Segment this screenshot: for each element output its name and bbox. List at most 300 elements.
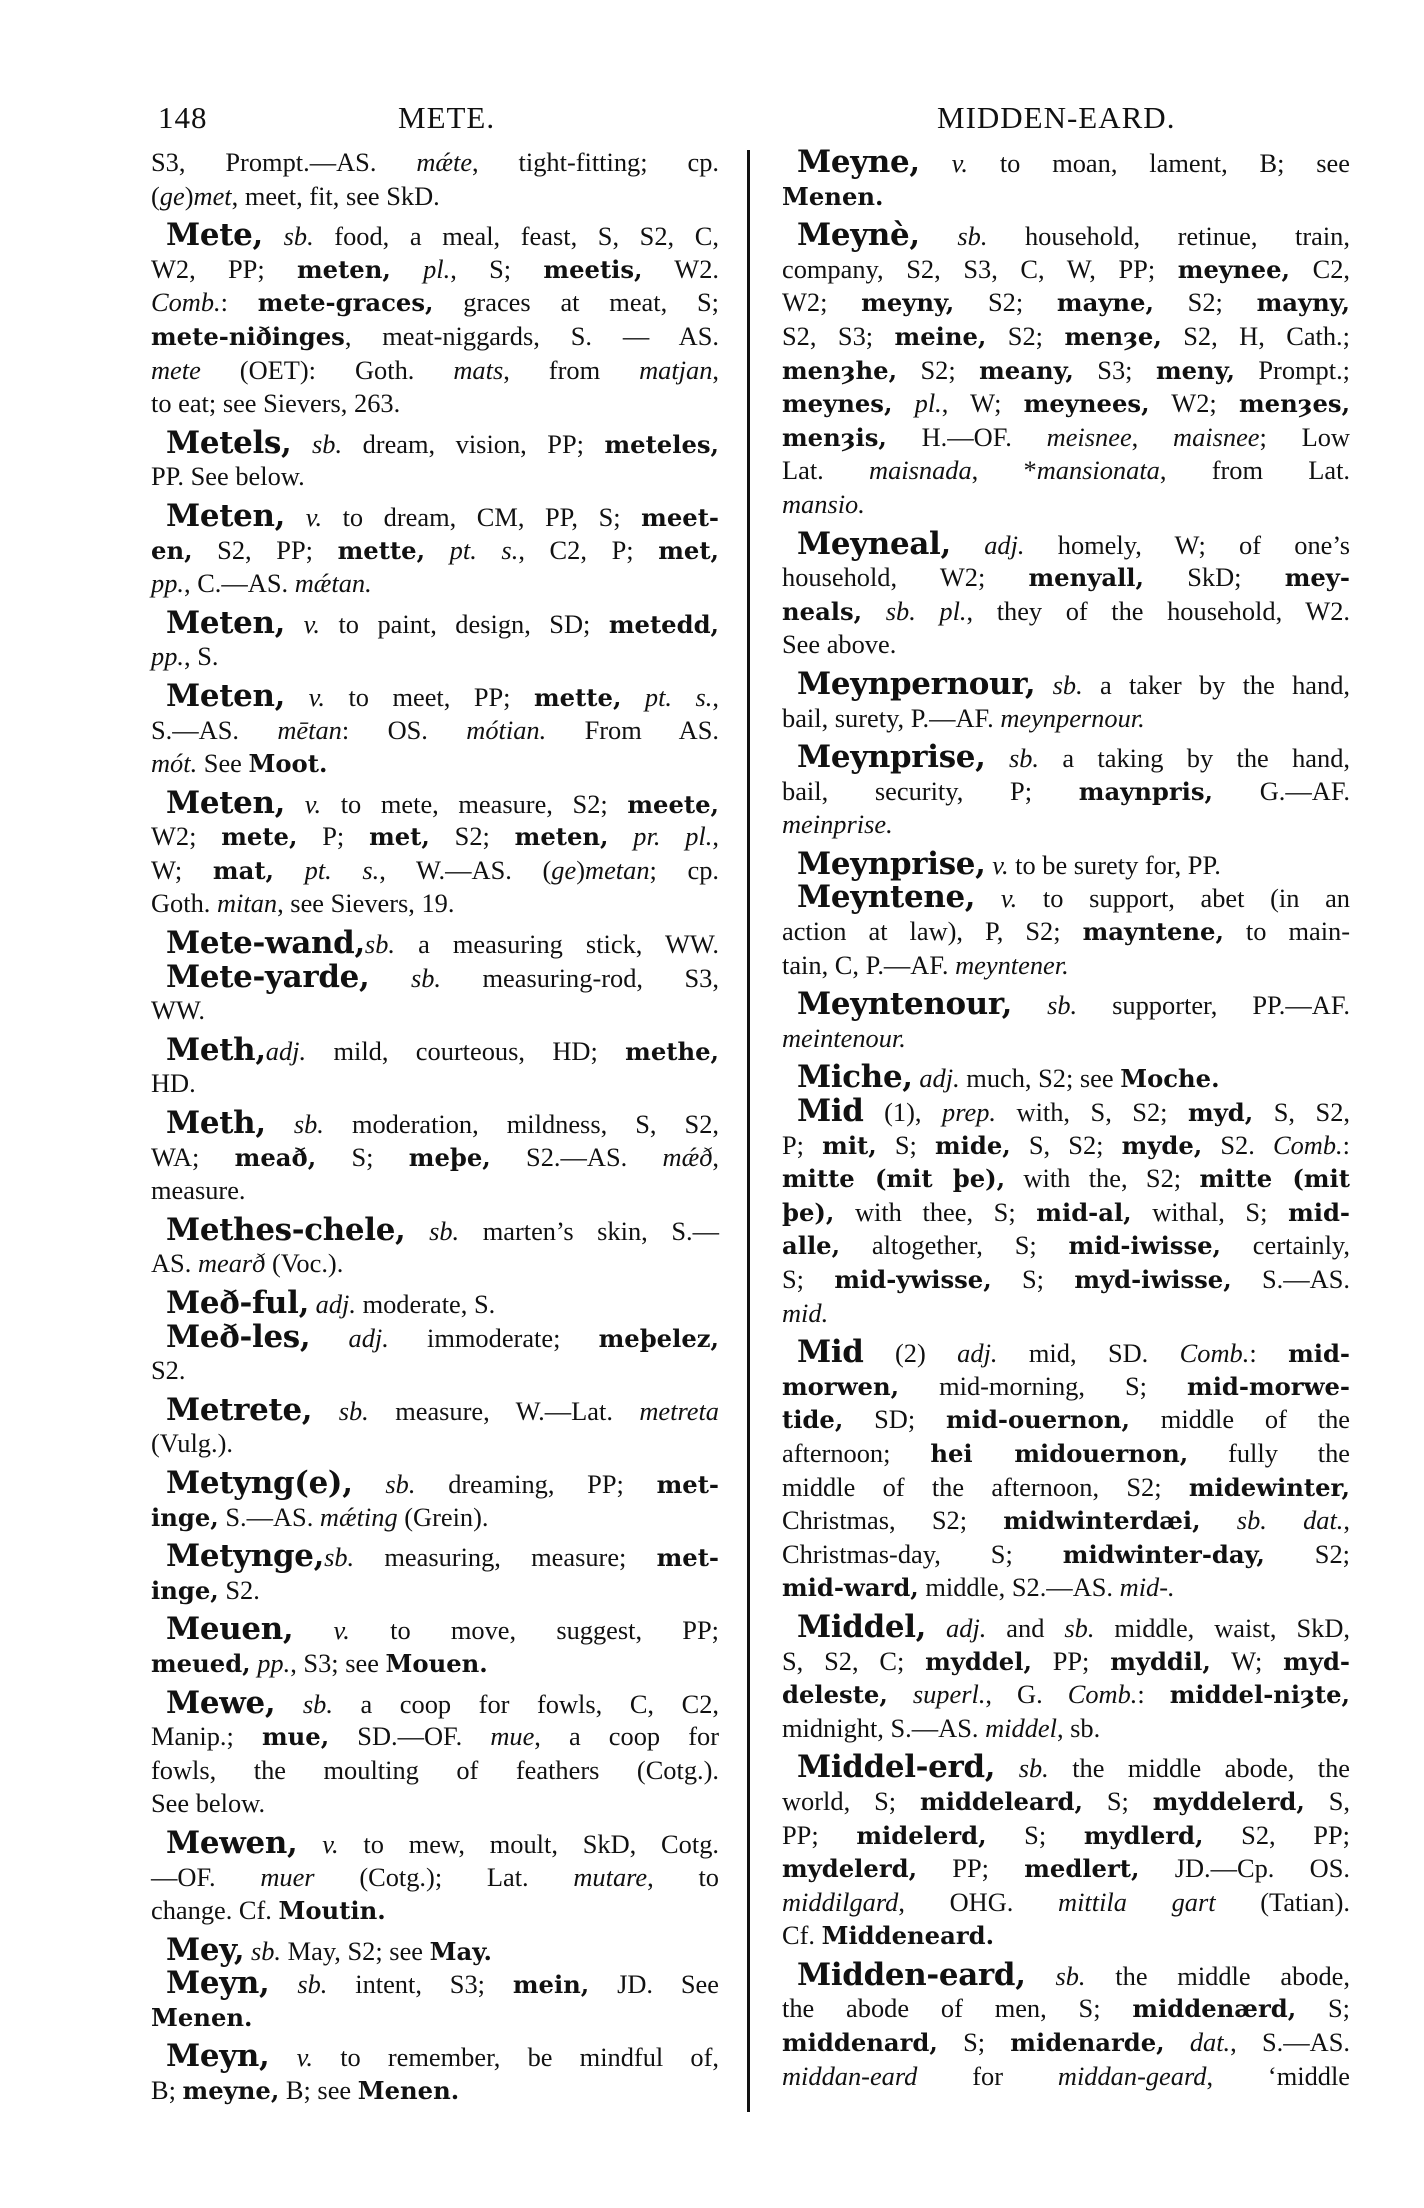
entry-line xyxy=(782,665,1350,702)
italic-run: sb. xyxy=(1055,1960,1086,1991)
entry-line xyxy=(782,949,1350,983)
italic-run: muer xyxy=(260,1861,315,1892)
entry-line xyxy=(782,1061,1350,1095)
bold-form: mitte (mit xyxy=(1199,1164,1350,1194)
entry-line xyxy=(151,424,719,461)
text-run: , see Sievers, 19. xyxy=(277,888,455,919)
italic-run: mittila gart xyxy=(1058,1886,1216,1917)
bold-form: neals, xyxy=(782,596,863,626)
bold-form: mydlerd, xyxy=(1083,1820,1204,1850)
bold-form: meetis, xyxy=(543,254,643,284)
entry-line xyxy=(782,1297,1350,1331)
headword: Midden-eard, xyxy=(797,1956,1026,1993)
bold-form: Menen. xyxy=(151,2002,253,2032)
italic-run: sb. xyxy=(957,221,988,252)
text-run: S, S2, C; xyxy=(782,1645,926,1676)
italic-run: mitan xyxy=(216,888,278,919)
left-column xyxy=(151,146,719,2108)
bold-form: met, xyxy=(658,535,720,565)
text-run: S; xyxy=(1082,1785,1153,1816)
bold-form: meynees, xyxy=(1023,389,1150,419)
italic-run: sb. xyxy=(429,1215,460,1246)
text-run: S2; xyxy=(1153,287,1257,318)
text-run: , W; xyxy=(941,388,1024,419)
text-run xyxy=(285,789,305,819)
entry-line xyxy=(782,881,1350,915)
text-run xyxy=(926,1613,946,1643)
text-run xyxy=(353,1469,386,1499)
entry-line xyxy=(782,488,1350,522)
text-run xyxy=(609,821,634,851)
entry-line xyxy=(151,1754,719,1788)
text-run: , xyxy=(712,821,719,852)
entry-line xyxy=(782,1712,1350,1746)
entry-line xyxy=(151,887,719,921)
text-run: to main- xyxy=(1223,916,1351,947)
entry-line xyxy=(151,253,719,287)
text-run: a taker by the hand, xyxy=(1082,669,1350,700)
text-run: S.—AS. xyxy=(218,1501,320,1532)
bold-form: mid- xyxy=(1288,1197,1350,1227)
bold-form: mein, xyxy=(512,1970,590,2000)
text-run: , meet, fit, see SkD. xyxy=(231,180,440,211)
bold-form: maynpris, xyxy=(1078,776,1213,806)
text-run: a coop for fowls, C, C2, xyxy=(332,1688,719,1719)
bold-form: meþelez, xyxy=(598,1323,719,1353)
entry-line xyxy=(782,320,1350,354)
entry-line xyxy=(151,677,719,714)
bold-form: hei midouernon, xyxy=(930,1438,1189,1468)
entry-line xyxy=(782,741,1350,775)
italic-run: v. xyxy=(333,1615,350,1646)
italic-run: mǽð xyxy=(662,1141,713,1172)
italic-run: pr. pl. xyxy=(633,821,713,852)
text-run: afternoon; xyxy=(782,1437,931,1468)
text-run: , xyxy=(712,1141,719,1172)
italic-run: middan-eard xyxy=(782,2060,918,2091)
text-run xyxy=(266,1109,294,1139)
text-run: mild, courteous, HD; xyxy=(306,1035,626,1066)
text-run: C2, xyxy=(1289,253,1351,284)
bold-form: metedd, xyxy=(608,609,719,639)
entry-line xyxy=(151,219,719,253)
bold-form: middenærd, xyxy=(1132,1994,1297,2024)
bold-form: mette, xyxy=(533,682,622,712)
text-run: bail, surety, P.—AF. xyxy=(782,702,1001,733)
bold-form: meete, xyxy=(627,789,719,819)
text-run: PP; xyxy=(917,1853,1025,1884)
text-run: to mew, moult, SkD, Cotg. xyxy=(338,1828,719,1859)
bold-form: mid-ywisse, xyxy=(834,1265,992,1294)
text-run: tain, C, P.—AF. xyxy=(782,949,956,980)
bold-form: meynes, xyxy=(782,389,893,419)
bold-form: May. xyxy=(429,1936,492,1966)
entry-line xyxy=(151,1354,719,1388)
italic-run: Comb. xyxy=(151,287,221,318)
text-run xyxy=(995,1753,1018,1783)
italic-run: v. xyxy=(1000,883,1018,914)
text-run: to remember, be mindful of, xyxy=(313,2042,719,2073)
bold-form: Moche. xyxy=(1120,1064,1220,1094)
italic-run: sb. xyxy=(297,1969,328,2000)
headword: Mewen, xyxy=(166,1824,298,1861)
headword: Meyntenour, xyxy=(797,986,1013,1023)
headword: Meyn, xyxy=(166,2038,270,2075)
text-run: ; cp. xyxy=(649,854,720,885)
text-run: , W.—AS. ( xyxy=(379,854,552,885)
entry-line xyxy=(782,454,1350,488)
headword: Meten, xyxy=(166,784,286,821)
text-run: (1), xyxy=(863,1097,942,1128)
bold-form: midenarde, xyxy=(1010,2028,1165,2058)
entry-line xyxy=(151,1647,719,1681)
text-run: (2) xyxy=(863,1338,958,1369)
bold-form: myddil, xyxy=(1110,1646,1211,1676)
entry-line xyxy=(151,714,719,748)
entry-line xyxy=(151,1174,719,1208)
text-run: See below. xyxy=(151,1788,266,1819)
text-run: , from xyxy=(503,354,640,385)
entry-line xyxy=(151,180,719,214)
entry-line xyxy=(151,1427,719,1461)
text-run: W2. xyxy=(642,253,719,284)
text-run: PP; xyxy=(782,1819,857,1850)
text-run: mid-morning, S; xyxy=(899,1370,1188,1401)
headword: Meyneal, xyxy=(797,525,951,562)
italic-run: sb. xyxy=(312,428,343,459)
italic-run: meinprise. xyxy=(782,809,893,840)
headword: Methes-chele, xyxy=(166,1211,406,1248)
bold-form: mue, xyxy=(261,1722,330,1752)
text-run: : OS. xyxy=(341,714,467,745)
text-run: withal, S; xyxy=(1131,1196,1289,1227)
italic-run: mansio. xyxy=(782,488,865,519)
text-run xyxy=(1165,2027,1190,2057)
bold-form: Menen. xyxy=(357,2076,460,2106)
text-run: (Cotg.); Lat. xyxy=(314,1861,574,1892)
bold-form: myddel, xyxy=(925,1646,1032,1676)
italic-run: pp. xyxy=(151,641,184,672)
text-run: S3, Prompt.—AS. xyxy=(151,147,417,177)
bold-form: meyne, xyxy=(182,2076,280,2106)
text-run: , xyxy=(1343,1505,1350,1536)
text-run: , S; xyxy=(450,253,544,284)
bold-form: mide, xyxy=(934,1130,1011,1160)
text-run: S, S2; xyxy=(1010,1129,1122,1160)
text-run: graces at meat, S; xyxy=(433,287,719,318)
text-run: See xyxy=(197,748,249,779)
text-run: company, S2, S3, C, W, PP; xyxy=(782,253,1178,284)
text-run: moderate, S. xyxy=(355,1289,496,1319)
text-run: to eat; see Sievers, 263. xyxy=(151,388,401,419)
text-run: S2, PP; xyxy=(192,534,338,565)
text-run xyxy=(425,535,450,565)
text-run: the middle abode, the xyxy=(1048,1753,1350,1784)
entry-line xyxy=(782,1751,1350,1785)
text-run: middle of the afternoon, S2; xyxy=(782,1471,1189,1502)
italic-run: matjan xyxy=(639,354,713,385)
italic-run: adj. xyxy=(957,1338,998,1369)
entry-line xyxy=(782,1504,1350,1538)
entry-line xyxy=(782,1571,1350,1605)
italic-run: Comb. xyxy=(1067,1679,1138,1710)
italic-run: meynpernour. xyxy=(1000,702,1145,733)
text-run: W; xyxy=(1210,1645,1284,1676)
text-run: for xyxy=(917,2060,1058,2091)
text-run: with, S, S2; xyxy=(996,1097,1189,1128)
text-run: W2; xyxy=(151,821,222,852)
italic-run: pp. xyxy=(257,1647,291,1678)
bold-form: midwinterdæi, xyxy=(1003,1506,1201,1536)
italic-run: pt. s. xyxy=(644,681,713,712)
text-run: P; xyxy=(297,821,370,852)
entry-line xyxy=(782,628,1350,662)
text-run: the middle abode, xyxy=(1085,1960,1350,1991)
headword: Meynpernour, xyxy=(797,665,1036,702)
text-run: (Grein). xyxy=(397,1501,489,1532)
bold-form: menȝhe, xyxy=(782,355,898,385)
text-run: Christmas-day, S; xyxy=(782,1538,1063,1569)
text-run: S; xyxy=(316,1141,409,1172)
text-run: to moan, lament, B; see xyxy=(968,148,1350,178)
text-run: , OHG. xyxy=(898,1886,1059,1917)
text-run: fowls, the moulting of feathers (Cotg.). xyxy=(151,1754,719,1785)
italic-run: sb. xyxy=(1064,1612,1095,1643)
text-run: S2, S3; xyxy=(782,320,895,351)
bold-form: mid-ward, xyxy=(782,1573,919,1603)
text-run: homely, W; of one’s xyxy=(1024,529,1350,560)
text-run: dreaming, PP; xyxy=(415,1468,657,1499)
italic-run: sb. xyxy=(1008,743,1040,774)
bold-form: met- xyxy=(656,1469,719,1499)
text-run: , a coop for xyxy=(534,1721,719,1752)
entry-line xyxy=(151,387,719,421)
headword: Mete-wand, xyxy=(166,925,365,962)
headword: Metyng(e), xyxy=(166,1464,353,1501)
bold-form: menȝes, xyxy=(1238,389,1351,419)
bold-form: Menen. xyxy=(782,181,884,211)
italic-run: sb. xyxy=(385,1468,416,1499)
text-run: (Voc.). xyxy=(265,1248,344,1279)
text-run: marten’s skin, S.— xyxy=(459,1215,719,1246)
entry-line xyxy=(782,808,1350,842)
text-run: , xyxy=(1131,421,1174,452)
text-run: Goth. xyxy=(151,888,217,919)
text-run: certainly, xyxy=(1221,1230,1351,1261)
italic-run: ge xyxy=(159,180,185,211)
headword: Meynprise, xyxy=(797,845,986,882)
text-run: , C.—AS. xyxy=(184,568,295,599)
text-run: immoderate; xyxy=(388,1322,599,1353)
entry-line xyxy=(782,1162,1350,1196)
text-run: S; xyxy=(1296,1993,1351,2024)
italic-run: sb. xyxy=(250,1935,282,1966)
headword: Mete-yarde, xyxy=(166,958,370,995)
bold-form: mid-al, xyxy=(1036,1197,1132,1227)
italic-run: mue xyxy=(490,1721,535,1752)
bold-form: mete-niðinges xyxy=(151,321,345,351)
text-run xyxy=(292,429,313,459)
entry-line xyxy=(151,1501,719,1535)
italic-run: pt. s. xyxy=(449,534,519,565)
text-run: , ‘middle xyxy=(1206,2060,1351,2091)
text-run xyxy=(269,1969,297,1999)
entry-line xyxy=(151,1391,719,1428)
headword: Meynprise, xyxy=(797,739,986,776)
text-run: PP; xyxy=(1031,1645,1111,1676)
text-run: Manip.; xyxy=(151,1721,262,1752)
text-run xyxy=(285,609,303,639)
entry-line xyxy=(151,1107,719,1141)
bold-form: middel-niȝte, xyxy=(1169,1680,1350,1710)
text-run: JD.—Cp. OS. xyxy=(1139,1853,1350,1884)
bold-form: mey- xyxy=(1284,563,1350,593)
italic-run: mutare xyxy=(573,1861,648,1892)
bold-form: myde, xyxy=(1121,1130,1203,1160)
text-run: action at law), P, S2; xyxy=(782,916,1083,947)
entry-line xyxy=(782,1538,1350,1572)
text-run: WA; xyxy=(151,1141,235,1172)
bold-form: mydelerd, xyxy=(782,1854,918,1884)
text-run: (Tatian). xyxy=(1215,1886,1350,1917)
text-run xyxy=(920,148,952,178)
bold-form: mid-iwisse, xyxy=(1068,1231,1221,1261)
entry-line xyxy=(151,1287,719,1321)
entry-line xyxy=(151,604,719,641)
text-run: ) xyxy=(184,180,194,211)
text-run: S2. xyxy=(1202,1129,1273,1160)
entry-line xyxy=(782,561,1350,595)
bold-form: met- xyxy=(656,1543,719,1573)
italic-run: middilgard xyxy=(782,1886,899,1917)
text-run: (OET): Goth. xyxy=(200,354,454,385)
entry-line xyxy=(782,702,1350,736)
right-column xyxy=(782,146,1350,2093)
italic-run: dat. xyxy=(1189,2027,1231,2058)
entry-line xyxy=(782,1403,1350,1437)
text-run: S2; xyxy=(897,354,980,385)
text-run: S2, H, Cath.; xyxy=(1161,320,1350,351)
text-run xyxy=(391,254,423,284)
text-run xyxy=(920,221,958,251)
italic-run: v. xyxy=(322,1828,339,1859)
italic-run: prep. xyxy=(942,1097,996,1128)
italic-run: sb. xyxy=(1052,669,1083,700)
right-running-headword: MIDDEN-EARD. xyxy=(937,100,1176,135)
italic-run: pl. xyxy=(423,253,451,284)
headword: Meuen, xyxy=(166,1611,294,1648)
italic-run: sb. xyxy=(283,221,314,252)
headword: Metels, xyxy=(166,424,292,461)
text-run: P; xyxy=(782,1129,823,1160)
entry-line xyxy=(782,1196,1350,1230)
text-run: : xyxy=(1137,1679,1170,1710)
bold-form: mit, xyxy=(822,1130,877,1160)
italic-run: sb. xyxy=(364,929,395,960)
italic-run: mót. xyxy=(151,748,198,779)
entry-line xyxy=(782,1886,1350,1920)
bold-form: en, xyxy=(151,535,193,565)
bold-form: meten, xyxy=(514,822,609,852)
text-run: S.—AS. xyxy=(1231,1264,1350,1294)
entry-line xyxy=(782,845,1350,882)
text-run: , they of the household, W2. xyxy=(966,595,1350,626)
italic-run: sb. xyxy=(410,962,442,993)
text-run xyxy=(1026,1961,1056,1991)
text-run xyxy=(269,2042,296,2072)
text-run: SD; xyxy=(843,1404,947,1435)
entry-line xyxy=(782,1919,1350,1953)
italic-run: sb. xyxy=(302,1688,333,1719)
entry-line xyxy=(151,460,719,494)
italic-run: adj. xyxy=(315,1289,356,1319)
bold-form: myd-iwisse, xyxy=(1074,1265,1232,1294)
text-run: S2. xyxy=(218,1574,260,1605)
text-run: ( xyxy=(151,180,160,211)
text-run: , to xyxy=(647,1861,720,1892)
text-run: B; see xyxy=(279,2075,358,2106)
entry-line xyxy=(782,387,1350,421)
text-run: , xyxy=(712,681,719,712)
text-run: , meat-niggards, S. — AS. xyxy=(344,320,719,351)
headword: Meyn, xyxy=(166,1965,270,2002)
bold-form: mayny, xyxy=(1256,288,1350,318)
bold-form: mid-ouernon, xyxy=(946,1405,1130,1435)
bold-form: tide, xyxy=(782,1405,844,1435)
italic-run: metreta xyxy=(639,1395,719,1426)
italic-run: sb. xyxy=(338,1395,369,1426)
text-run: S; xyxy=(937,2027,1011,2058)
text-run: measuring, measure; xyxy=(354,1542,657,1573)
entry-line xyxy=(151,1720,719,1754)
bold-form: menȝe, xyxy=(1064,321,1162,351)
entry-line xyxy=(151,784,719,821)
entry-line xyxy=(151,497,719,534)
text-run: food, a meal, feast, S, S2, C, xyxy=(313,221,719,252)
entry-line xyxy=(151,1931,719,1968)
text-run: S, S2, xyxy=(1253,1097,1350,1128)
text-run: midnight, S.—AS. xyxy=(782,1712,986,1743)
text-run: W2; xyxy=(782,287,862,318)
text-run: ) xyxy=(576,854,586,885)
entry-line xyxy=(782,1608,1350,1645)
bold-form: meny, xyxy=(1155,355,1235,385)
entry-line xyxy=(151,994,719,1028)
italic-run: mētan xyxy=(277,714,342,745)
bold-form: methe, xyxy=(625,1036,719,1066)
bold-form: Middeneard. xyxy=(821,1921,995,1951)
text-run xyxy=(1201,1505,1237,1535)
entry-line xyxy=(782,146,1350,180)
headword: Meynè, xyxy=(797,217,920,254)
text-run: Christmas, S2; xyxy=(782,1505,1004,1536)
text-run xyxy=(862,596,886,626)
text-run: middle of the xyxy=(1129,1404,1350,1435)
entry-line xyxy=(782,1678,1350,1712)
text-run: Lat. xyxy=(782,455,870,486)
italic-run: adj. xyxy=(348,1322,389,1353)
bold-form: meynee, xyxy=(1177,254,1290,284)
bold-form: meten, xyxy=(296,254,391,284)
text-run: fully the xyxy=(1188,1437,1351,1468)
text-run: measure, W.—Lat. xyxy=(368,1395,640,1426)
entry-line xyxy=(782,1022,1350,1056)
text-run: WW. xyxy=(151,995,205,1026)
headword: Mete, xyxy=(166,217,263,254)
italic-run: sb. xyxy=(1018,1753,1049,1784)
text-run: , S. xyxy=(184,641,219,672)
text-run: S.—AS. xyxy=(151,714,278,745)
